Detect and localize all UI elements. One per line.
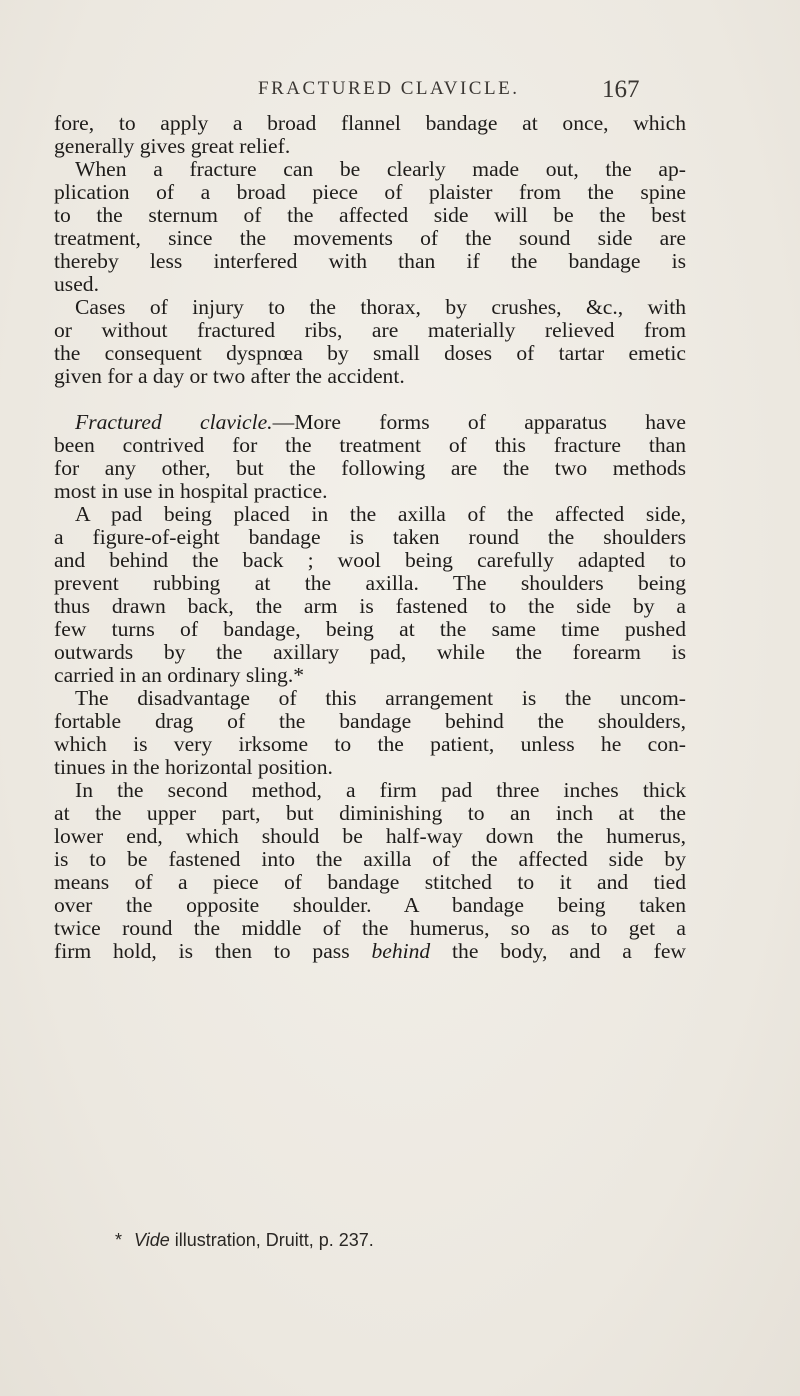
text-line: A pad being placed in the axilla of the affected side, bbox=[75, 502, 686, 526]
text-line: treatment, since the movements of the sound side are bbox=[54, 226, 686, 250]
page-number: 167 bbox=[602, 76, 640, 103]
text-line: thereby less interfered with than if the bandage is bbox=[54, 249, 686, 273]
paragraph-gap bbox=[54, 388, 794, 411]
line-text: the body, and a few bbox=[430, 939, 686, 963]
text-line: or without fractured ribs, are materially relieved from bbox=[54, 318, 686, 342]
text-line bbox=[54, 940, 686, 963]
text-line: the consequent dyspnœa by small doses of tartar emetic bbox=[54, 341, 686, 365]
text-line: and behind the back ; wool being carefully adapted to bbox=[54, 548, 686, 572]
text-line: Cases of injury to the thorax, by crushes, &c., with bbox=[75, 295, 686, 319]
text-line: thus drawn back, the arm is fastened to the side by a bbox=[54, 594, 686, 618]
text-line: fortable drag of the bandage behind the shoulders, bbox=[54, 709, 686, 733]
text-line: carried in an ordinary sling.* bbox=[54, 663, 305, 687]
text-line: generally gives great relief. bbox=[54, 134, 291, 158]
text-line: The disadvantage of this arrangement is the uncom- bbox=[75, 686, 686, 710]
text-line: few turns of bandage, being at the same time pushed bbox=[54, 617, 686, 641]
text-line: means of a piece of bandage stitched to it and tied bbox=[54, 870, 686, 894]
text-line: given for a day or two after the accident. bbox=[54, 364, 405, 388]
text-line: to the sternum of the affected side will be the best bbox=[54, 203, 686, 227]
text-line bbox=[54, 411, 686, 434]
text-line: In the second method, a firm pad three inches thick bbox=[75, 778, 686, 802]
text-line: used. bbox=[54, 272, 99, 296]
emphasis: behind bbox=[371, 939, 431, 963]
text-line: twice round the middle of the humerus, so as to get a bbox=[54, 916, 686, 940]
running-head bbox=[0, 76, 800, 106]
text-line: for any other, but the following are the two methods bbox=[54, 456, 686, 480]
line-text: —More forms of apparatus have bbox=[272, 410, 687, 434]
text-line: been contrived for the treatment of this fracture than bbox=[54, 433, 686, 457]
running-title: FRACTURED CLAVICLE. bbox=[258, 78, 520, 99]
text-line: most in use in hospital practice. bbox=[54, 479, 328, 503]
text-line: tinues in the horizontal position. bbox=[54, 755, 333, 779]
line-text: firm hold, is then to pass bbox=[54, 939, 372, 963]
text-line: is to be fastened into the axilla of the affected side by bbox=[54, 847, 686, 871]
text-line: fore, to apply a broad flannel bandage at once, which bbox=[54, 111, 686, 135]
text-line: lower end, which should be half-way down the humerus, bbox=[54, 824, 686, 848]
body-text bbox=[54, 112, 794, 963]
text-line: outwards by the axillary pad, while the forearm is bbox=[54, 640, 686, 664]
text-line: a figure-of-eight bandage is taken round the shoulders bbox=[54, 525, 686, 549]
footnote-marker: * bbox=[115, 1230, 123, 1250]
text-line: plication of a broad piece of plaister from the spine bbox=[54, 180, 686, 204]
text-line: which is very irksome to the patient, unless he con- bbox=[54, 732, 686, 756]
footnote bbox=[115, 1230, 374, 1251]
footnote-italic-word: Vide bbox=[134, 1230, 170, 1250]
text-line: prevent rubbing at the axilla. The shoulders being bbox=[54, 571, 686, 595]
text-line: When a fracture can be clearly made out, the ap- bbox=[75, 157, 686, 181]
section-heading: Fractured clavicle. bbox=[75, 410, 273, 434]
text-line: over the opposite shoulder. A bandage being taken bbox=[54, 893, 686, 917]
text-line: at the upper part, but diminishing to an inch at the bbox=[54, 801, 686, 825]
footnote-text: illustration, Druitt, p. 237. bbox=[169, 1230, 374, 1250]
